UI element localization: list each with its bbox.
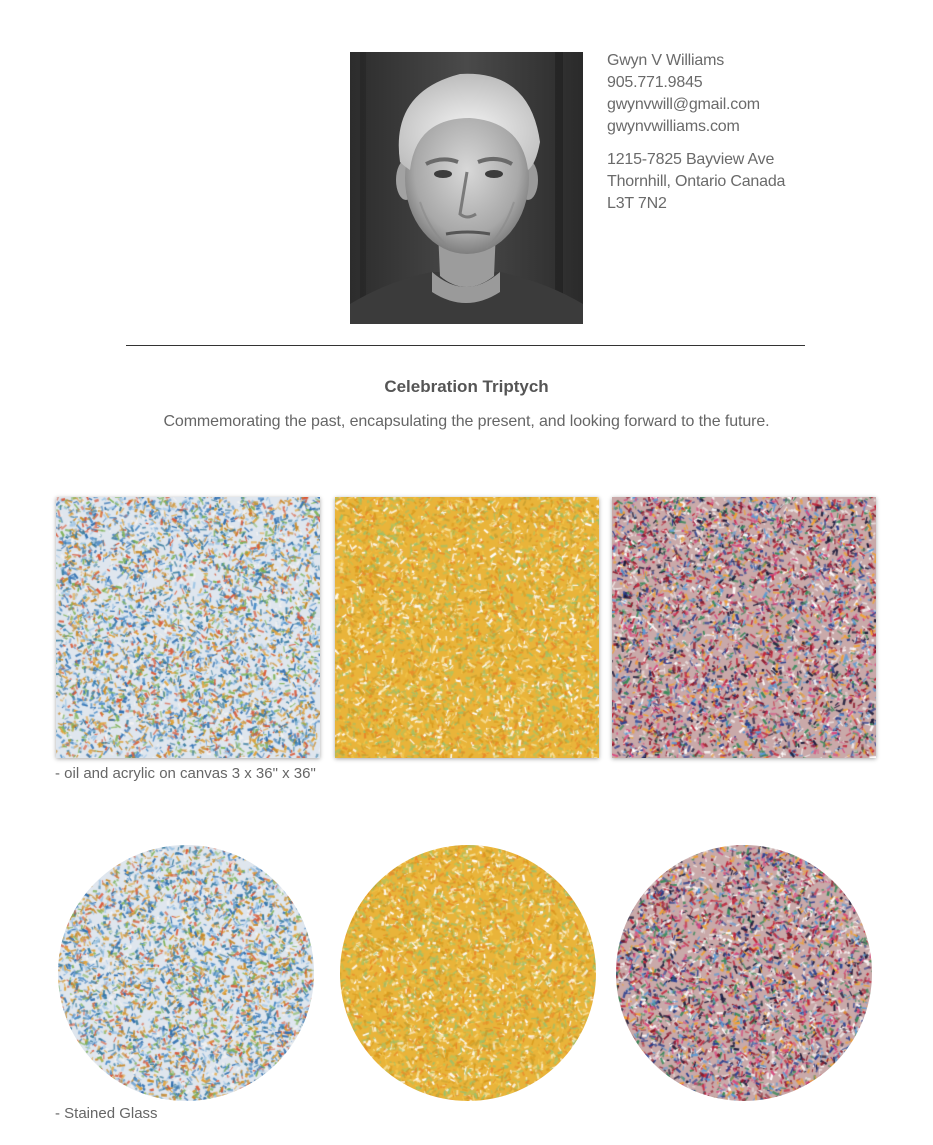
stained-glass-past [58, 845, 314, 1101]
postal-code: L3T 7N2 [607, 195, 667, 212]
painting-present-image [335, 497, 599, 758]
stained-glass-past-image [58, 845, 314, 1101]
series-description: Commemorating the past, encapsulating the present, and looking forward to the future. [163, 413, 770, 430]
artist-portrait [350, 52, 583, 324]
section-divider [126, 345, 805, 346]
address-line-2: Thornhill, Ontario Canada [607, 173, 786, 190]
stained-glass-future [616, 845, 872, 1101]
website-link[interactable]: gwynvwilliams.com [607, 118, 740, 135]
contact-details [607, 50, 760, 138]
painting-future-image [612, 497, 876, 758]
email-link[interactable]: gwynvwill@gmail.com [607, 96, 760, 113]
address-line-1: 1215-7825 Bayview Ave [607, 151, 775, 168]
painting-past [56, 497, 320, 758]
canvas-caption: - oil and acrylic on canvas 3 x 36" x 36" [55, 765, 316, 782]
stained-glass-present [340, 845, 596, 1101]
painting-past-image [56, 497, 320, 758]
phone-number: 905.771.9845 [607, 74, 703, 91]
series-title: Celebration Triptych [384, 377, 549, 396]
mailing-address [607, 149, 785, 215]
painting-present [335, 497, 599, 758]
stained-glass-present-image [340, 845, 596, 1101]
glass-caption: - Stained Glass [55, 1105, 158, 1122]
painting-future [612, 497, 876, 758]
artist-name: Gwyn V Williams [607, 52, 725, 69]
stained-glass-future-image [616, 845, 872, 1101]
